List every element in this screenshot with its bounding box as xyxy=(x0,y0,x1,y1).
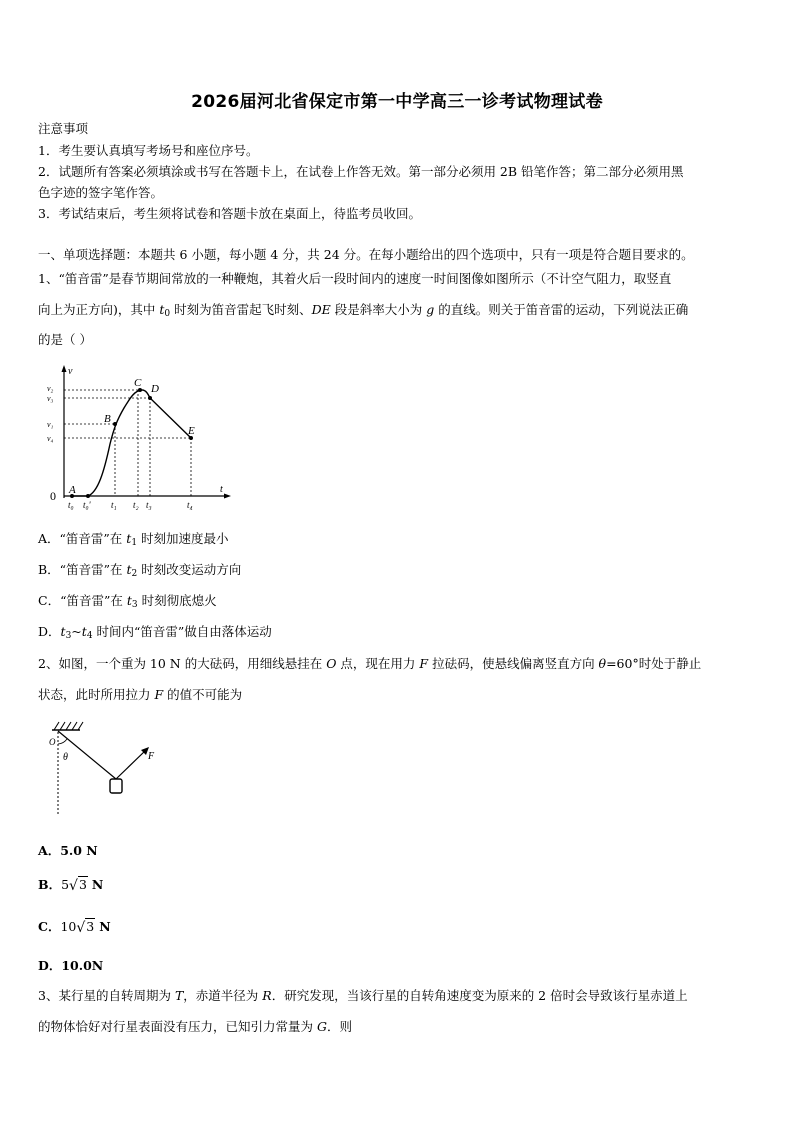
theta-arc xyxy=(58,739,67,744)
q2-option-b[interactable]: B．5√3 N xyxy=(38,877,104,894)
section-heading: 一、单项选择题：本题共 6 小题，每小题 4 分，共 24 分。在每小题给出的四个选项中，只有一项是符合题目要求的。 xyxy=(38,247,694,262)
sqrt-icon: √ xyxy=(76,920,86,936)
page-title: 2026届河北省保定市第一中学高三一诊考试物理试卷 xyxy=(191,92,603,112)
q1-option-b[interactable]: B．“笛音雷”在 $t_2$ 时刻改变运动方向 xyxy=(38,562,242,579)
ceiling-hatch xyxy=(54,722,83,730)
point-d xyxy=(148,396,152,400)
guide-lines xyxy=(64,390,191,496)
force-line xyxy=(116,750,146,779)
f-label: F xyxy=(148,751,155,762)
point-b xyxy=(113,422,117,426)
q1-option-d[interactable]: D．$t_3\sim t_4$ 时间内“笛音雷”做自由落体运动 xyxy=(38,624,272,641)
coef-c: 10 xyxy=(60,919,77,934)
t-tick-t0p: t₀' xyxy=(83,500,91,510)
v-axis-label: v xyxy=(68,366,73,377)
t-axis-arrow xyxy=(224,494,231,499)
q2-force-diagram xyxy=(40,718,170,818)
notice-item-3: 3．考试结束后，考生须将试卷和答题卡放在桌面上，待监考员收回。 xyxy=(38,206,421,221)
point-label-d: D xyxy=(151,383,159,395)
point-a2 xyxy=(86,494,90,498)
q1-option-c[interactable]: C．“笛音雷”在 $t_3$ 时刻彻底熄火 xyxy=(38,593,217,610)
q2-stem-line2: 状态，此时所用拉力 F 的值不可能为 xyxy=(38,687,243,702)
q2-option-d[interactable]: D．10.0N xyxy=(38,958,104,973)
t-tick-t4: t₄ xyxy=(187,500,193,510)
q2-stem-line1: 2、如图，一个重为 10 N 的大砝码，用细线悬挂在 O 点，现在用力 F 拉砝码，使悬线偏离竖直方向 θ=60°时处于静止 xyxy=(38,656,702,671)
point-label-a: A xyxy=(69,484,76,496)
q3-stem-line2: 的物体恰好对行星表面没有压力，已知引力常量为 G．则 xyxy=(38,1019,352,1034)
q3-stem-line1: 3、某行星的自转周期为 T，赤道半径为 R．研究发现，当该行星的自转角速度变为原来的 2 倍时会导致该行星赤道上 xyxy=(38,988,688,1003)
v-tick-v4: v₄ xyxy=(47,434,54,443)
coef-b: 5 xyxy=(61,877,70,892)
q1-velocity-time-graph xyxy=(38,362,238,512)
t-tick-t3: t₃ xyxy=(146,500,152,510)
theta-label: θ xyxy=(63,752,68,763)
q1-stem-line3: 的是（ ） xyxy=(38,332,92,347)
q2-option-c[interactable]: C．10√3 N xyxy=(38,919,111,936)
v-axis-arrow xyxy=(62,365,67,372)
point-label-c: C xyxy=(134,377,142,389)
notice-item-2-cont: 色字迹的签字笔作答。 xyxy=(38,185,164,200)
radicand-c: 3 xyxy=(86,919,95,934)
q2-option-a[interactable]: A．5.0 N xyxy=(38,843,98,858)
q1-stem-line1: 1、“笛音雷”是春节期间常放的一种鞭炮，其着火后一段时间内的速度一时间图像如图所示（不计空气阻力，取竖直 xyxy=(38,271,672,286)
v-tick-v3: v₃ xyxy=(47,394,54,403)
q1-stem-line2: 向上为正方向)，其中 $t_0$ 时刻为笛音雷起飞时刻、DE 段是斜率大小为 g 的直线。则关于笛音雷的运动，下列说法正确 xyxy=(38,302,689,319)
weight-block xyxy=(110,779,122,793)
notice-item-2: 2．试题所有答案必须填涂或书写在答题卡上，在试卷上作答无效。第一部分必须用 2B 铅笔作答；第二部分必须用黑 xyxy=(38,164,684,179)
t-tick-t2: t₂ xyxy=(133,500,139,510)
o-label: O xyxy=(49,737,56,747)
notice-item-1: 1．考生要认真填写考场号和座位序号。 xyxy=(38,143,259,158)
v-tick-v2: v₂ xyxy=(47,384,54,393)
point-label-b: B xyxy=(104,413,111,425)
t-tick-t1: t₁ xyxy=(111,500,117,510)
t-tick-t0: t₀ xyxy=(68,500,74,510)
velocity-curve xyxy=(72,390,191,496)
q1-option-a[interactable]: A．“笛音雷”在 $t_1$ 时刻加速度最小 xyxy=(38,531,229,548)
point-label-e: E xyxy=(188,425,195,437)
radicand-b: 3 xyxy=(78,877,87,892)
notice-heading: 注意事项 xyxy=(38,121,89,136)
v-tick-v1: v₁ xyxy=(47,420,54,429)
sqrt-icon: √ xyxy=(69,878,78,894)
t-axis-label: t xyxy=(220,484,223,495)
origin-label: 0 xyxy=(50,489,56,503)
